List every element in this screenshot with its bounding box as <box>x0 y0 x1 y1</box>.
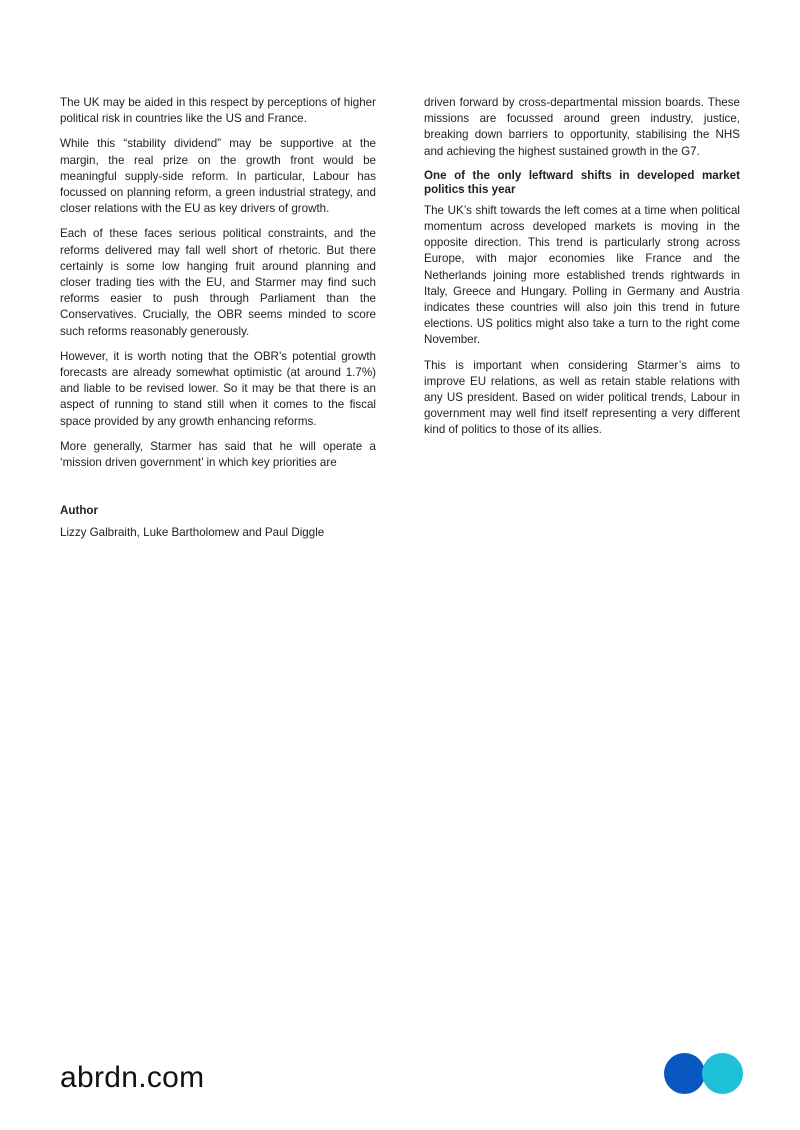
body-paragraph: While this “stability dividend” may be supportive at the margin, the real prize on the growth front would be meaningful supply-side reform. In particular, Labour has focussed on planning reform, a green industrial strategy, and closer relations with the EU as key drivers of growth. <box>60 137 376 216</box>
author-names: Lizzy Galbraith, Luke Bartholomew and Paul Diggle <box>60 526 325 539</box>
section-subheading: One of the only leftward shifts in developed market politics this year <box>424 168 740 196</box>
body-paragraph: The UK’s shift towards the left comes at a time when political momentum across developed markets is moving in the opposite direction. This trend is particularly strong across Europe, with major economies like France and the Netherlands joining more established trends rightwards in Italy, Greece and Hungary. Polling in Germany and Austria indicates these countries will also join this trend in future elections. US politics might also take a turn to the right come November. <box>424 203 740 347</box>
blue-circle-icon <box>664 1053 705 1094</box>
body-paragraph: Each of these faces serious political constraints, and the reforms delivered may fall well short of rhetoric. But there certainly is some low hanging fruit around planning and closer trading ties with the EU, and Starmer may find such reforms easier to push through Parliament than the Conservatives. Crucially, the OBR seems minded to score such reforms reasonably generously. <box>60 227 376 338</box>
body-paragraph: This is important when considering Starmer’s aims to improve EU relations, as well as retain stable relations with any US president. Based on wider political trends, Labour in government may well find itself representing a very different kind of politics to those of its allies. <box>424 358 740 437</box>
left-column <box>60 95 376 480</box>
brand-logo-icon <box>664 1053 744 1095</box>
right-column <box>424 95 740 448</box>
body-paragraph: More generally, Starmer has said that he will operate a ‘mission driven government’ in which key priorities are <box>60 439 376 470</box>
body-paragraph: The UK may be aided in this respect by perceptions of higher political risk in countries like the US and France. <box>60 96 376 126</box>
cyan-circle-icon <box>702 1053 743 1094</box>
author-heading: Author <box>60 504 98 517</box>
author-section <box>60 503 460 541</box>
footer-logo-text[interactable]: abrdn.com <box>60 1061 205 1094</box>
body-paragraph: driven forward by cross-departmental mission boards. These missions are focussed around green industry, justice, breaking down barriers to opportunity, stabilising the NHS and achieving the highest sustained growth in the G7. <box>424 96 740 158</box>
body-paragraph: However, it is worth noting that the OBR’s potential growth forecasts are already somewhat optimistic (at around 1.7%) and liable to be revised lower. So it may be that there is an aspect of running to stand still when it comes to the fiscal space provided by any growth enhancing reforms. <box>60 349 376 428</box>
